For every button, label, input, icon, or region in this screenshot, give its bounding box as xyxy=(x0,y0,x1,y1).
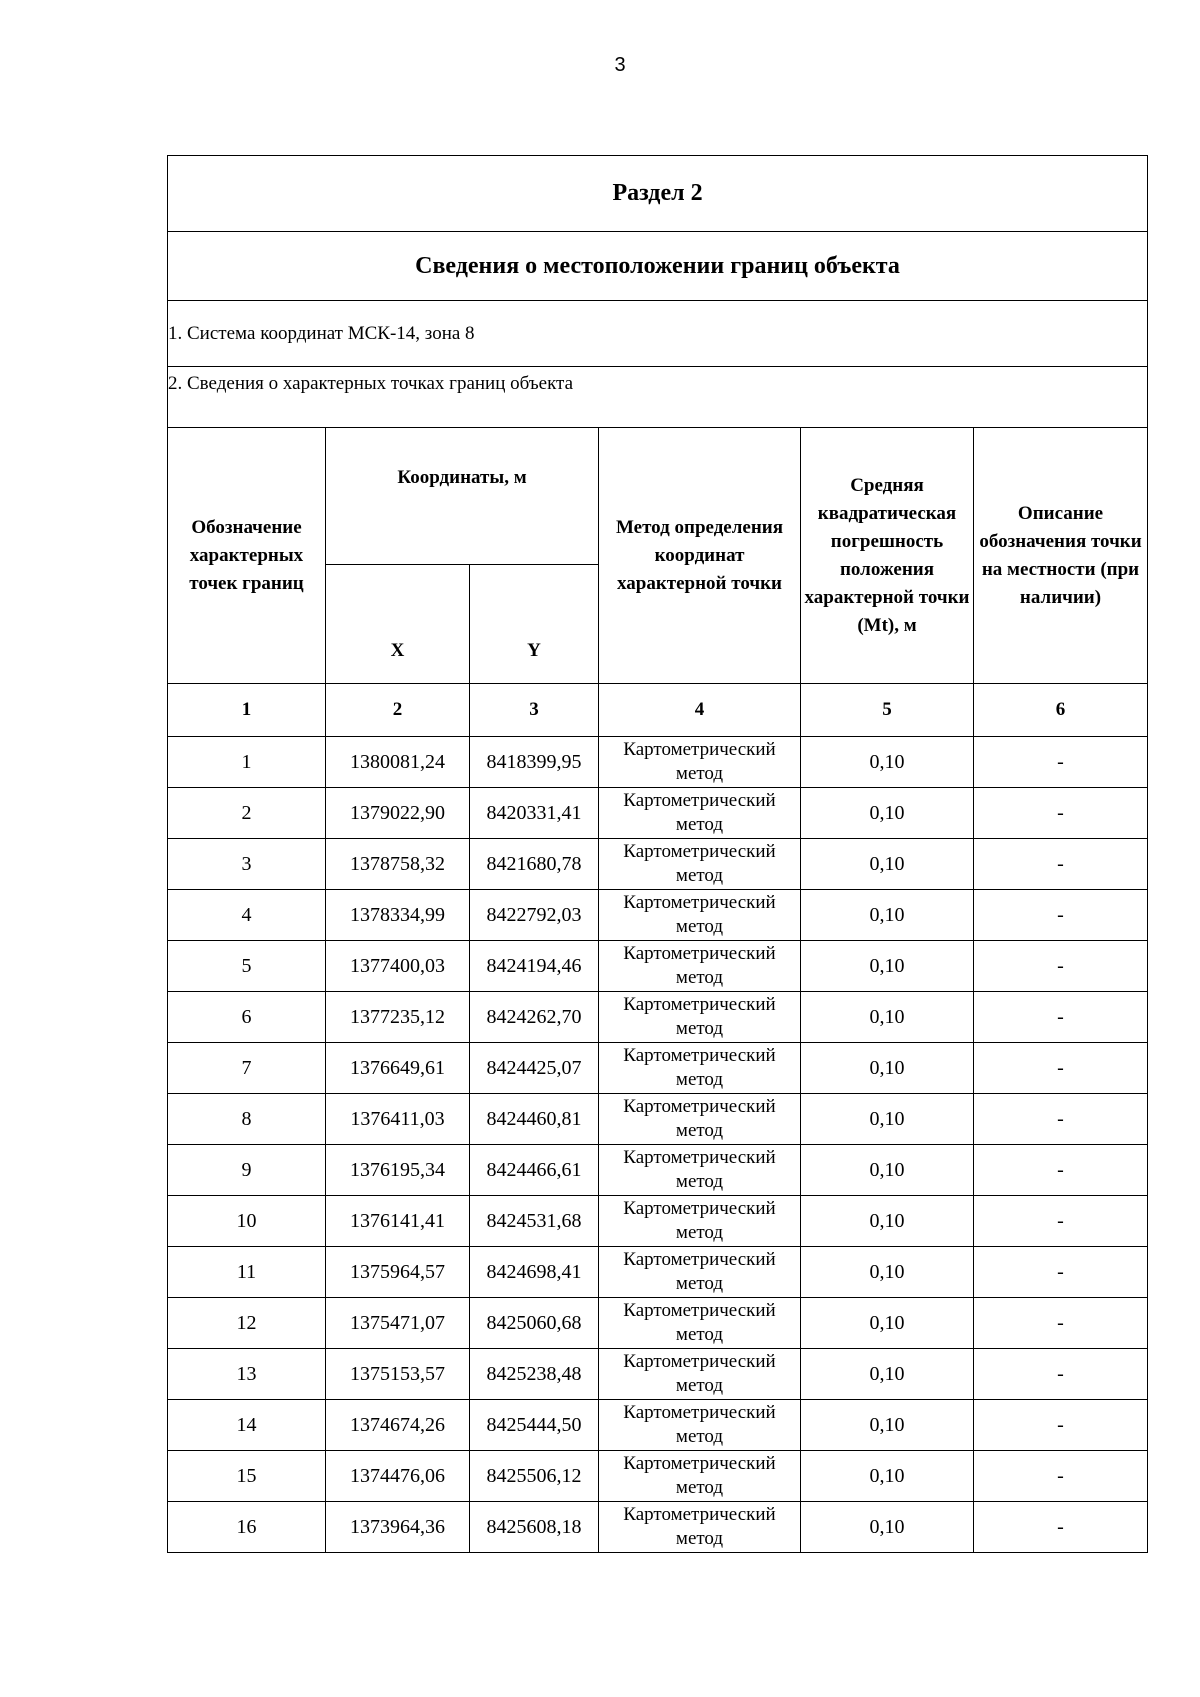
point-number: 4 xyxy=(168,890,326,941)
coord-x: 1374476,06 xyxy=(326,1451,470,1502)
header-x: X xyxy=(326,565,470,684)
point-description: - xyxy=(974,1349,1148,1400)
point-number: 3 xyxy=(168,839,326,890)
coord-y: 8421680,78 xyxy=(470,839,599,890)
column-number: 2 xyxy=(326,684,470,737)
mean-error: 0,10 xyxy=(801,941,974,992)
header-error: Средняя квадратическая погрешность положения характерной точки (Mt), м xyxy=(801,428,974,684)
mean-error: 0,10 xyxy=(801,788,974,839)
table-row xyxy=(168,1298,1148,1349)
point-number: 8 xyxy=(168,1094,326,1145)
coord-x: 1375964,57 xyxy=(326,1247,470,1298)
point-number: 7 xyxy=(168,1043,326,1094)
coord-y: 8422792,03 xyxy=(470,890,599,941)
point-description: - xyxy=(974,1400,1148,1451)
point-number: 11 xyxy=(168,1247,326,1298)
point-number: 14 xyxy=(168,1400,326,1451)
method: Картометрический метод xyxy=(599,737,801,788)
table-row xyxy=(168,1400,1148,1451)
mean-error: 0,10 xyxy=(801,1298,974,1349)
point-number: 6 xyxy=(168,992,326,1043)
point-description: - xyxy=(974,1043,1148,1094)
column-number: 4 xyxy=(599,684,801,737)
header-designation xyxy=(168,428,326,684)
coord-x: 1377400,03 xyxy=(326,941,470,992)
point-description: - xyxy=(974,839,1148,890)
point-number: 10 xyxy=(168,1196,326,1247)
mean-error: 0,10 xyxy=(801,1502,974,1553)
method: Картометрический метод xyxy=(599,788,801,839)
table-row xyxy=(168,737,1148,788)
point-description: - xyxy=(974,1196,1148,1247)
column-number: 3 xyxy=(470,684,599,737)
mean-error: 0,10 xyxy=(801,1400,974,1451)
method: Картометрический метод xyxy=(599,1043,801,1094)
section-title: Раздел 2 xyxy=(168,156,1148,232)
mean-error: 0,10 xyxy=(801,1145,974,1196)
point-description: - xyxy=(974,992,1148,1043)
mean-error: 0,10 xyxy=(801,1247,974,1298)
point-description: - xyxy=(974,737,1148,788)
section-subtitle: Сведения о местоположении границ объекта xyxy=(168,232,1148,301)
coord-y: 8425060,68 xyxy=(470,1298,599,1349)
mean-error: 0,10 xyxy=(801,890,974,941)
coord-x: 1374674,26 xyxy=(326,1400,470,1451)
coord-y: 8425444,50 xyxy=(470,1400,599,1451)
column-number: 1 xyxy=(168,684,326,737)
method: Картометрический метод xyxy=(599,839,801,890)
points-info: 2. Сведения о характерных точках границ объекта xyxy=(168,367,1148,428)
table-row xyxy=(168,1145,1148,1196)
point-number: 16 xyxy=(168,1502,326,1553)
coord-y: 8424262,70 xyxy=(470,992,599,1043)
point-description: - xyxy=(974,941,1148,992)
method: Картометрический метод xyxy=(599,1400,801,1451)
method: Картометрический метод xyxy=(599,1094,801,1145)
point-description: - xyxy=(974,890,1148,941)
point-number: 13 xyxy=(168,1349,326,1400)
column-number: 5 xyxy=(801,684,974,737)
coord-x: 1378334,99 xyxy=(326,890,470,941)
method: Картометрический метод xyxy=(599,1502,801,1553)
point-number: 5 xyxy=(168,941,326,992)
mean-error: 0,10 xyxy=(801,1349,974,1400)
coord-y: 8424531,68 xyxy=(470,1196,599,1247)
mean-error: 0,10 xyxy=(801,1451,974,1502)
coord-x: 1380081,24 xyxy=(326,737,470,788)
coord-x: 1376649,61 xyxy=(326,1043,470,1094)
header-description: Описание обозначения точки на местности (при наличии) xyxy=(974,428,1148,684)
table-row xyxy=(168,1196,1148,1247)
mean-error: 0,10 xyxy=(801,1196,974,1247)
mean-error: 0,10 xyxy=(801,839,974,890)
coord-y: 8420331,41 xyxy=(470,788,599,839)
table-row xyxy=(168,1349,1148,1400)
coord-x: 1375153,57 xyxy=(326,1349,470,1400)
table-row xyxy=(168,992,1148,1043)
column-number-row xyxy=(168,684,1148,737)
mean-error: 0,10 xyxy=(801,1094,974,1145)
header-method: Метод определения координат характерной точки xyxy=(599,428,801,684)
point-number: 1 xyxy=(168,737,326,788)
coord-y: 8418399,95 xyxy=(470,737,599,788)
method: Картометрический метод xyxy=(599,1349,801,1400)
boundary-points-table xyxy=(167,155,1148,1553)
coord-y: 8425238,48 xyxy=(470,1349,599,1400)
method: Картометрический метод xyxy=(599,890,801,941)
mean-error: 0,10 xyxy=(801,737,974,788)
point-description: - xyxy=(974,1145,1148,1196)
page-number: 3 xyxy=(614,54,626,76)
table-row xyxy=(168,941,1148,992)
table-row xyxy=(168,1247,1148,1298)
coord-y: 8425506,12 xyxy=(470,1451,599,1502)
coord-x: 1378758,32 xyxy=(326,839,470,890)
coord-y: 8424425,07 xyxy=(470,1043,599,1094)
coord-x: 1376195,34 xyxy=(326,1145,470,1196)
mean-error: 0,10 xyxy=(801,1043,974,1094)
coord-x: 1373964,36 xyxy=(326,1502,470,1553)
coord-y: 8425608,18 xyxy=(470,1502,599,1553)
method: Картометрический метод xyxy=(599,992,801,1043)
method: Картометрический метод xyxy=(599,1298,801,1349)
table-row xyxy=(168,1451,1148,1502)
coord-y: 8424698,41 xyxy=(470,1247,599,1298)
coord-y: 8424466,61 xyxy=(470,1145,599,1196)
point-description: - xyxy=(974,788,1148,839)
point-number: 12 xyxy=(168,1298,326,1349)
point-number: 9 xyxy=(168,1145,326,1196)
coordinate-system: 1. Системa координат МСК-14, зона 8 xyxy=(168,301,1148,367)
method: Картометрический метод xyxy=(599,1451,801,1502)
method: Картометрический метод xyxy=(599,1145,801,1196)
header-y: Y xyxy=(470,565,599,684)
coord-y: 8424194,46 xyxy=(470,941,599,992)
coord-x: 1377235,12 xyxy=(326,992,470,1043)
method: Картометрический метод xyxy=(599,1196,801,1247)
point-number: 15 xyxy=(168,1451,326,1502)
table-row xyxy=(168,1043,1148,1094)
mean-error: 0,10 xyxy=(801,992,974,1043)
table-row xyxy=(168,839,1148,890)
table-row xyxy=(168,788,1148,839)
coord-x: 1376411,03 xyxy=(326,1094,470,1145)
column-number: 6 xyxy=(974,684,1148,737)
point-description: - xyxy=(974,1298,1148,1349)
coord-x: 1379022,90 xyxy=(326,788,470,839)
coord-x: 1375471,07 xyxy=(326,1298,470,1349)
coord-y: 8424460,81 xyxy=(470,1094,599,1145)
coord-x: 1376141,41 xyxy=(326,1196,470,1247)
header-coordinates: Координаты, м xyxy=(326,428,599,565)
table-row xyxy=(168,1094,1148,1145)
method: Картометрический метод xyxy=(599,941,801,992)
header-designation-label: Обозначение характерных точек границ xyxy=(189,516,304,594)
point-number: 2 xyxy=(168,788,326,839)
table-row xyxy=(168,1502,1148,1553)
point-description: - xyxy=(974,1247,1148,1298)
method: Картометрический метод xyxy=(599,1247,801,1298)
point-description: - xyxy=(974,1502,1148,1553)
table-row xyxy=(168,890,1148,941)
point-description: - xyxy=(974,1094,1148,1145)
point-description: - xyxy=(974,1451,1148,1502)
